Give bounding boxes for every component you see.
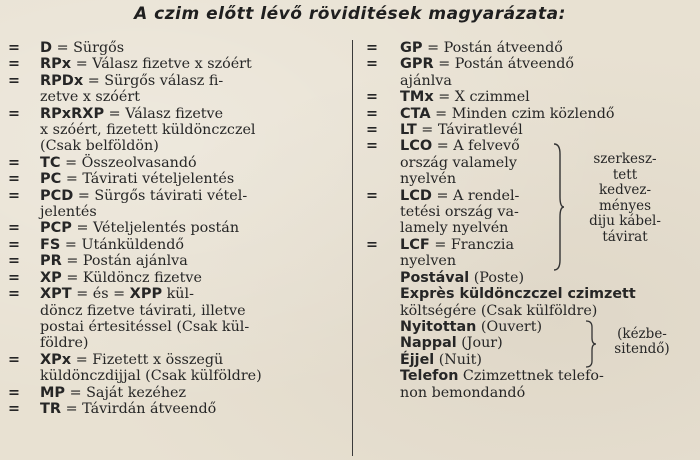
equals-mark: =	[366, 40, 377, 56]
entry-first-line	[400, 188, 519, 204]
abbreviation-meaning: Sürgős	[73, 40, 125, 56]
entry-first-line	[400, 138, 520, 154]
brace-label-line: kedvez-	[598, 182, 652, 199]
abbreviation-code: D	[40, 40, 53, 56]
delivery-group	[366, 319, 696, 368]
delivery-brace-label	[602, 327, 682, 358]
abbreviation-meaning: A rendel-	[453, 187, 520, 204]
abbreviation-code: TMx	[400, 89, 434, 106]
abbreviation-meaning-continued: lamely nyelvén	[400, 220, 509, 237]
equals-mark: =	[8, 400, 19, 417]
abbreviation-entry	[8, 270, 344, 286]
abbreviation-meaning-continued: nyelvén	[400, 171, 457, 188]
brace-label-line: szerkesz-	[593, 151, 657, 168]
postaval-label: Postával	[400, 269, 470, 286]
telefon-text: Czimzettnek telefo-	[462, 368, 604, 385]
brace-label	[566, 152, 684, 245]
entry-first-line	[40, 171, 234, 187]
separator: =	[60, 154, 82, 171]
entry-first-line	[40, 155, 197, 171]
abbreviation-code: PR	[40, 253, 62, 270]
abbreviation-meaning: Táviratlevél	[437, 122, 523, 139]
separator: =	[422, 40, 444, 56]
abbreviation-meaning: Fizetett x összegü	[92, 351, 224, 368]
equals-mark: =	[366, 122, 377, 139]
brace-label-line: ményes	[598, 197, 652, 214]
abbreviation-meaning-continued: x szóért, fizetett küldönczczel	[40, 122, 256, 139]
telefon-first-line	[400, 368, 604, 384]
abbreviation-entry	[8, 73, 344, 106]
entry-first-line	[400, 237, 514, 253]
delivery-label: Nyitottan	[400, 318, 477, 335]
abbreviation-meaning-continued: nyelven	[400, 253, 457, 270]
abbreviation-meaning: Összeolvasandó	[81, 154, 197, 171]
separator: = és =	[71, 286, 130, 303]
separator: =	[65, 384, 87, 401]
equals-mark: =	[8, 187, 19, 204]
abbreviation-meaning-continued: döncz fizetve távirati, illetve	[40, 302, 246, 319]
equals-mark: =	[366, 105, 377, 122]
delivery-label: Nappal	[400, 335, 457, 352]
abbreviation-entry	[366, 56, 696, 89]
entry-first-line	[40, 385, 186, 401]
separator: =	[433, 89, 455, 106]
equals-mark: =	[366, 138, 377, 155]
delivery-note: (Nuit)	[438, 351, 482, 368]
abbreviation-meaning: Postán átveendő	[454, 56, 575, 73]
postaval-note: (Poste)	[473, 269, 525, 286]
equals-mark: =	[8, 154, 19, 171]
abbreviation-meaning: Minden czim közlendő	[451, 105, 615, 122]
equals-mark: =	[8, 236, 19, 253]
right-column	[366, 40, 696, 401]
abbreviation-entry	[8, 106, 344, 155]
entry-first-line	[40, 56, 252, 72]
equals-mark: =	[8, 220, 19, 237]
separator: =	[431, 187, 453, 204]
abbreviation-code: PCP	[40, 220, 72, 237]
equals-mark: =	[8, 269, 19, 286]
abbreviation-meaning-continued: postai értesitéssel (Csak kül-	[40, 318, 250, 335]
entry-first-line	[40, 401, 216, 417]
abbreviation-code: XPP	[129, 286, 163, 303]
equals-mark: =	[366, 187, 377, 204]
expres-entry	[366, 286, 696, 319]
brace-label-line: távirat	[602, 228, 648, 245]
abbreviation-entry	[366, 40, 696, 56]
abbreviation-entry	[8, 56, 344, 72]
expres-line: költségére (Csak külföldre)	[400, 302, 598, 319]
abbreviation-code: LT	[400, 122, 417, 139]
delivery-brace-line: (kézbe-	[617, 325, 667, 342]
abbreviation-meaning-continued: zetve x szóért	[40, 89, 140, 106]
abbreviation-entry	[8, 155, 344, 171]
abbreviation-code: LCF	[400, 236, 430, 253]
abbreviation-entry	[366, 122, 696, 138]
abbreviation-entry	[366, 188, 566, 237]
entry-first-line	[400, 122, 523, 138]
abbreviation-code: RPxRXP	[40, 105, 105, 122]
equals-mark: =	[366, 89, 377, 106]
abbreviation-code: LCO	[400, 138, 433, 155]
abbreviation-code: GP	[400, 40, 423, 56]
equals-mark: =	[366, 236, 377, 253]
abbreviation-code: MP	[40, 384, 66, 401]
abbreviation-meaning: Válasz fizetve	[125, 105, 224, 122]
separator: =	[52, 40, 74, 56]
abbreviation-entry	[8, 220, 344, 236]
telefon-label: Telefon	[400, 368, 459, 385]
separator: =	[73, 187, 95, 204]
brace-icon	[552, 142, 564, 272]
abbreviation-meaning: Távirati vételjelentés	[82, 171, 235, 188]
abbreviation-meaning: Küldöncz fizetve	[82, 269, 202, 286]
entry-first-line	[40, 352, 223, 368]
abbreviation-meaning: Válasz fizetve x szóért	[92, 56, 252, 73]
abbreviation-entry	[8, 385, 344, 401]
braced-cable-group	[366, 138, 696, 269]
equals-mark: =	[8, 72, 19, 89]
abbreviation-meaning-continued: (Csak belföldön)	[40, 138, 159, 155]
abbreviation-entry	[366, 138, 566, 187]
separator: =	[433, 56, 455, 73]
abbreviation-entry	[8, 401, 344, 417]
equals-mark: =	[8, 351, 19, 368]
separator: =	[104, 105, 126, 122]
abbreviation-code: PCD	[40, 187, 74, 204]
abbreviation-code: RPx	[40, 56, 72, 73]
page-title: A czim előtt lévő röviditések magyarázata:	[134, 4, 566, 24]
telefon-entry	[366, 368, 696, 401]
abbreviation-code: CTA	[400, 105, 431, 122]
separator: =	[61, 171, 83, 188]
entry-first-line	[400, 40, 563, 56]
brace-label-line: tett	[612, 166, 638, 183]
abbreviation-meaning: Saját kezéhez	[86, 384, 187, 401]
entry-first-line	[40, 286, 194, 302]
abbreviation-meaning: Vételjelentés postán	[92, 220, 240, 237]
abbreviation-code: TC	[40, 154, 61, 171]
entry-first-line	[40, 270, 202, 286]
entry-first-line	[40, 237, 184, 253]
braced-entries	[366, 138, 566, 269]
abbreviation-code: FS	[40, 236, 61, 253]
delivery-note: (Jour)	[461, 335, 503, 352]
abbreviation-meaning: X czimmel	[454, 89, 530, 106]
abbreviation-meaning-continued: tetési ország va-	[400, 204, 519, 221]
separator: =	[71, 220, 93, 237]
abbreviation-entry	[8, 237, 344, 253]
abbreviation-meaning: Postán ajánlva	[82, 253, 188, 270]
brace-icon	[584, 319, 596, 369]
separator: =	[430, 105, 452, 122]
separator: =	[429, 236, 451, 253]
abbreviation-meaning-continued: jelentés	[40, 204, 97, 221]
abbreviation-entry	[8, 253, 344, 269]
abbreviation-code: GPR	[400, 56, 434, 73]
abbreviation-code: TR	[40, 400, 62, 417]
abbreviation-entry	[366, 237, 566, 270]
abbreviation-meaning: Távirdán átveendő	[82, 400, 217, 417]
separator: =	[60, 236, 82, 253]
abbreviation-meaning-continued: küldönczdijjal (Csak külföldre)	[40, 368, 262, 385]
abbreviation-entry	[8, 40, 344, 56]
abbreviation-entry	[366, 106, 696, 122]
abbreviation-meaning: Utánküldendő	[81, 236, 184, 253]
abbreviation-meaning: Franczia	[450, 236, 514, 253]
abbreviation-meaning: Sürgős távirati vétel-	[94, 187, 248, 204]
abbreviation-meaning: A felvevő	[453, 138, 520, 155]
abbreviation-code: XPT	[40, 286, 72, 303]
separator: =	[432, 138, 454, 155]
abbreviation-meaning-continued: ország valamely	[400, 154, 517, 171]
equals-mark: =	[8, 384, 19, 401]
abbreviation-meaning-continued: földre)	[40, 335, 89, 352]
abbreviation-entry	[8, 352, 344, 385]
equals-mark: =	[8, 105, 19, 122]
separator: =	[61, 253, 83, 270]
abbreviation-code: LCD	[400, 187, 432, 204]
separator: =	[71, 56, 93, 73]
separator: =	[83, 72, 105, 89]
abbreviation-code: PC	[40, 171, 62, 188]
abbreviation-code: XPx	[40, 351, 72, 368]
left-column	[8, 40, 344, 417]
separator: =	[61, 400, 83, 417]
abbreviation-meaning: Postán átveendő	[443, 40, 563, 56]
abbreviation-meaning: kül-	[166, 286, 194, 303]
abbreviation-entry	[366, 89, 696, 105]
entry-first-line	[400, 106, 615, 122]
column-divider	[352, 40, 353, 456]
brace-label-line: diju kábel-	[589, 213, 661, 230]
entry-first-line	[400, 89, 530, 105]
equals-mark: =	[8, 56, 19, 73]
separator: =	[71, 351, 93, 368]
abbreviation-meaning: Sürgős válasz fi-	[104, 72, 224, 89]
separator: =	[416, 122, 438, 139]
equals-mark: =	[8, 40, 19, 56]
abbreviation-code: XP	[40, 269, 62, 286]
entry-first-line	[40, 106, 223, 122]
abbreviation-entry	[8, 171, 344, 187]
equals-mark: =	[8, 253, 19, 270]
entry-first-line	[40, 40, 124, 56]
abbreviation-entry	[8, 188, 344, 221]
delivery-note: (Ouvert)	[480, 318, 543, 335]
equals-mark: =	[366, 56, 377, 73]
entry-first-line	[400, 56, 574, 72]
entry-first-line	[40, 220, 239, 236]
equals-mark: =	[8, 286, 19, 303]
separator: =	[61, 269, 83, 286]
delivery-brace-line: sitendő)	[614, 341, 670, 358]
postaval-entry	[366, 270, 696, 286]
abbreviation-code: RPDx	[40, 72, 84, 89]
telefon-text-continued: non bemondandó	[400, 384, 526, 401]
equals-mark: =	[8, 171, 19, 188]
expres-line: Exprès küldönczczel czimzett	[400, 286, 636, 303]
entry-first-line	[40, 73, 223, 89]
abbreviation-entry	[8, 286, 344, 352]
entry-first-line	[40, 188, 247, 204]
delivery-label: Éjjel	[400, 351, 435, 368]
abbreviation-meaning-continued: ajánlva	[400, 72, 452, 89]
entry-first-line	[40, 253, 188, 269]
